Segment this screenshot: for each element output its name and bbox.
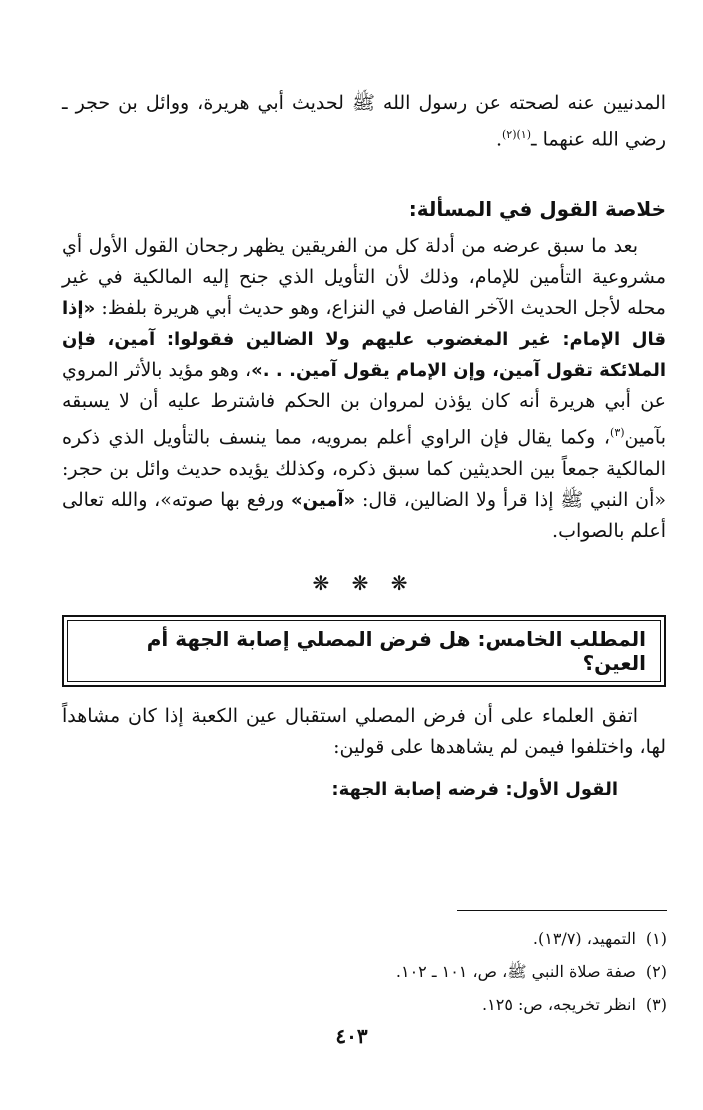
footnotes: [107, 922, 667, 1021]
intro-paragraph: اتفق العلماء على أن فرض المصلي استقبال عين الكعبة إذا كان مشاهداً لها، واختلفوا فيمن لم يشاهدها على قولين:: [62, 704, 666, 758]
top-paragraph: المدنيين عنه لصحته عن رسول الله ﷺ لحديث أبي هريرة، ووائل بن حجر ـ رضي الله عنهما ـ$^{(١)(٢)}$.: [62, 92, 666, 151]
section-separator: ❋ ❋ ❋: [312, 570, 416, 595]
footnote-divider: [457, 910, 667, 911]
section-heading: خلاصة القول في المسألة:: [408, 197, 666, 222]
footnote-ref-3[interactable]: (٣): [610, 426, 625, 440]
subsection-title-box: [62, 615, 666, 687]
footnote-2: (٢)صفة صلاة النبي ﷺ، ص، ١٠١ ـ ١٠٢.: [395, 962, 667, 981]
footnote-3: (٣)انظر تخريجه، ص: ١٢٥.: [482, 995, 667, 1014]
page-number: ٤٠٣: [335, 1024, 368, 1048]
hadith-quote: «إذا قال الإمام: غير المغضوب عليهم ولا الضالين فقولوا: آمين، فإن الملائكة تقول آمين، وإن الإمام يقول آمين. . .»: [62, 298, 666, 382]
top-line-1: المدنيين عنه لصحته عن رسول الله ﷺ لحديث أبي هريرة، ووائل بن حجر: [75, 92, 666, 114]
footnote-ref-1-2[interactable]: (١)(٢): [501, 128, 532, 141]
summary-paragraph: بعد ما سبق عرضه من أدلة كل من الفريقين يظهر رجحان القول الأول أي مشروعية التأمين للإمام، وذلك لأن التأويل الذي جنح إليه المالكية في غير محله لأجل الحديث الآخر الفاصل في النزاع، وهو حديث أبي هريرة بلفظ: «إذا قال الإمام: غير المغضوب عليهم ولا الضالين فقولوا: آمين، فإن الملائكة تقول آمين، وإن الإمام يقول آمين. . .»، وهو مؤيد بالأثر المروي عن أبي هريرة أنه كان يؤذن لمروان بن الحكم فاشترط عليه أن لا يسبقه بآمين$^{(٣)}$، وكما يقال فإن الراوي أعلم بمرويه، مما ينسف بالتأويل الذي ذكره المالكية جمعاً بين الحديثين كما سبق ذكره، وكذلك يؤيده حديث وائل بن حجر: «أن النبي ﷺ إذا قرأ ولا الضالين، قال: «آمين» ورفع بها صوته»، والله تعالى أعلم بالصواب.: [62, 235, 666, 542]
page-body: [62, 88, 666, 800]
subsection-title: المطلب الخامس: هل فرض المصلي إصابة الجهة أم العين؟: [146, 626, 646, 675]
first-opinion-heading: القول الأول: فرضه إصابة الجهة:: [331, 778, 618, 800]
top-line-2: ـ رضي الله عنهما ـ: [62, 92, 666, 151]
amin-quote: «آمين»: [291, 489, 356, 511]
footnote-1: (١)التمهيد، (١٣/٧).: [532, 929, 667, 948]
